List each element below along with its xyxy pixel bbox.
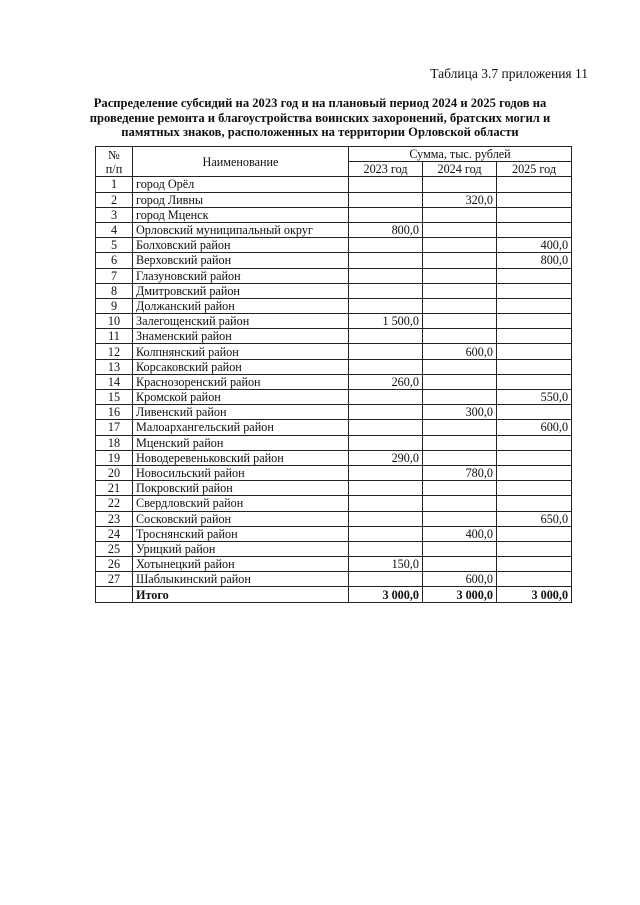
row-value-2025 <box>497 481 572 496</box>
row-name: Хотынецкий район <box>133 557 349 572</box>
row-value-2024 <box>423 541 497 556</box>
header-number-line2: п/п <box>105 161 123 176</box>
row-value-2023 <box>349 420 423 435</box>
row-name: Урицкий район <box>133 541 349 556</box>
row-value-2023 <box>349 511 423 526</box>
row-value-2024 <box>423 374 497 389</box>
row-name: Корсаковский район <box>133 359 349 374</box>
table-row <box>96 314 572 329</box>
row-value-2025 <box>497 572 572 587</box>
row-value-2024: 600,0 <box>423 344 497 359</box>
header-year-2024: 2024 год <box>423 162 497 177</box>
row-value-2023 <box>349 435 423 450</box>
row-number: 20 <box>96 465 133 480</box>
row-number: 12 <box>96 344 133 359</box>
row-value-2024 <box>423 450 497 465</box>
row-number: 22 <box>96 496 133 511</box>
row-value-2024: 320,0 <box>423 192 497 207</box>
table-row <box>96 329 572 344</box>
row-value-2024 <box>423 283 497 298</box>
table-header <box>96 147 572 177</box>
row-number: 13 <box>96 359 133 374</box>
row-value-2024 <box>423 268 497 283</box>
row-value-2025 <box>497 298 572 313</box>
row-value-2023 <box>349 390 423 405</box>
row-value-2025: 400,0 <box>497 238 572 253</box>
row-value-2023 <box>349 329 423 344</box>
row-number: 24 <box>96 526 133 541</box>
row-value-2024: 300,0 <box>423 405 497 420</box>
table-row <box>96 359 572 374</box>
row-number: 17 <box>96 420 133 435</box>
row-value-2023 <box>349 465 423 480</box>
row-number: 16 <box>96 405 133 420</box>
row-value-2023 <box>349 283 423 298</box>
row-value-2025 <box>497 192 572 207</box>
row-number: 21 <box>96 481 133 496</box>
row-value-2025: 800,0 <box>497 253 572 268</box>
total-2023: 3 000,0 <box>349 587 423 602</box>
row-number: 4 <box>96 222 133 237</box>
row-value-2023 <box>349 344 423 359</box>
row-value-2025 <box>497 405 572 420</box>
total-2024: 3 000,0 <box>423 587 497 602</box>
row-value-2023 <box>349 359 423 374</box>
row-name: Новосильский район <box>133 465 349 480</box>
row-value-2025 <box>497 314 572 329</box>
table-row <box>96 481 572 496</box>
table-row <box>96 390 572 405</box>
row-name: Свердловский район <box>133 496 349 511</box>
row-name: Ливенский район <box>133 405 349 420</box>
row-number: 10 <box>96 314 133 329</box>
row-value-2025: 550,0 <box>497 390 572 405</box>
row-number: 8 <box>96 283 133 298</box>
header-year-2025: 2025 год <box>497 162 572 177</box>
row-name: Глазуновский район <box>133 268 349 283</box>
row-value-2023: 800,0 <box>349 222 423 237</box>
row-number: 1 <box>96 177 133 192</box>
row-value-2025 <box>497 207 572 222</box>
row-value-2025: 650,0 <box>497 511 572 526</box>
table-row <box>96 541 572 556</box>
row-number: 27 <box>96 572 133 587</box>
table-row <box>96 526 572 541</box>
row-number: 18 <box>96 435 133 450</box>
row-number: 5 <box>96 238 133 253</box>
row-name: Дмитровский район <box>133 283 349 298</box>
table-row <box>96 405 572 420</box>
row-value-2025 <box>497 465 572 480</box>
row-number: 2 <box>96 192 133 207</box>
row-name: Троснянский район <box>133 526 349 541</box>
row-value-2025 <box>497 557 572 572</box>
row-value-2024 <box>423 359 497 374</box>
row-value-2024 <box>423 481 497 496</box>
row-value-2025 <box>497 359 572 374</box>
row-value-2024 <box>423 511 497 526</box>
header-year-2023: 2023 год <box>349 162 423 177</box>
row-value-2023: 290,0 <box>349 450 423 465</box>
row-value-2024 <box>423 420 497 435</box>
row-value-2023: 150,0 <box>349 557 423 572</box>
row-name: Шаблыкинский район <box>133 572 349 587</box>
document-title: Распределение субсидий на 2023 год и на плановый период 2024 и 2025 годов на проведение ремонта и благоустройства воинских захоронений, братских могил и памятных знаков, расположенных на территории Орловской области <box>89 96 551 140</box>
row-number: 25 <box>96 541 133 556</box>
row-value-2024 <box>423 496 497 511</box>
row-name: Сосковский район <box>133 511 349 526</box>
table-row <box>96 511 572 526</box>
row-value-2023 <box>349 207 423 222</box>
row-value-2025 <box>497 541 572 556</box>
row-value-2024 <box>423 207 497 222</box>
row-value-2025 <box>497 526 572 541</box>
row-value-2024 <box>423 298 497 313</box>
table-row <box>96 192 572 207</box>
row-value-2023 <box>349 541 423 556</box>
row-value-2025 <box>497 496 572 511</box>
table-row <box>96 572 572 587</box>
row-value-2025 <box>497 177 572 192</box>
row-value-2024 <box>423 253 497 268</box>
row-number: 7 <box>96 268 133 283</box>
table-row <box>96 268 572 283</box>
row-value-2025 <box>497 283 572 298</box>
table-row <box>96 465 572 480</box>
row-value-2023: 1 500,0 <box>349 314 423 329</box>
row-value-2023: 260,0 <box>349 374 423 389</box>
row-number: 11 <box>96 329 133 344</box>
row-name: Краснозоренский район <box>133 374 349 389</box>
row-value-2023 <box>349 526 423 541</box>
total-number-cell <box>96 587 133 602</box>
row-value-2024 <box>423 435 497 450</box>
row-value-2025 <box>497 268 572 283</box>
subsidy-table <box>95 146 572 603</box>
row-number: 14 <box>96 374 133 389</box>
table-row <box>96 344 572 359</box>
row-value-2024: 780,0 <box>423 465 497 480</box>
table-row <box>96 222 572 237</box>
row-value-2025 <box>497 222 572 237</box>
row-number: 15 <box>96 390 133 405</box>
header-name: Наименование <box>133 147 349 177</box>
row-value-2024 <box>423 177 497 192</box>
table-row <box>96 450 572 465</box>
row-name: Залегощенский район <box>133 314 349 329</box>
row-value-2023 <box>349 268 423 283</box>
header-number <box>96 147 133 177</box>
row-name: Новодеревеньковский район <box>133 450 349 465</box>
table-row <box>96 374 572 389</box>
row-number: 26 <box>96 557 133 572</box>
row-value-2023 <box>349 481 423 496</box>
header-sum: Сумма, тыс. рублей <box>349 147 572 162</box>
table-row <box>96 207 572 222</box>
table-row <box>96 283 572 298</box>
row-name: город Орёл <box>133 177 349 192</box>
row-value-2024 <box>423 329 497 344</box>
row-value-2024 <box>423 557 497 572</box>
row-name: Малоархангельский район <box>133 420 349 435</box>
row-number: 6 <box>96 253 133 268</box>
row-value-2023 <box>349 496 423 511</box>
row-value-2025 <box>497 344 572 359</box>
table-row <box>96 298 572 313</box>
table-row <box>96 435 572 450</box>
row-name: Мценский район <box>133 435 349 450</box>
header-number-line1: № <box>108 147 120 162</box>
row-value-2023 <box>349 253 423 268</box>
row-value-2024: 600,0 <box>423 572 497 587</box>
row-value-2024 <box>423 390 497 405</box>
row-value-2025 <box>497 450 572 465</box>
row-name: Покровский район <box>133 481 349 496</box>
row-value-2024 <box>423 238 497 253</box>
row-name: город Ливны <box>133 192 349 207</box>
row-value-2023 <box>349 572 423 587</box>
row-value-2023 <box>349 192 423 207</box>
row-value-2024: 400,0 <box>423 526 497 541</box>
row-value-2023 <box>349 405 423 420</box>
table-body <box>96 177 572 587</box>
row-number: 9 <box>96 298 133 313</box>
row-name: Кромской район <box>133 390 349 405</box>
row-value-2023 <box>349 238 423 253</box>
table-reference: Таблица 3.7 приложения 11 <box>430 66 588 81</box>
row-value-2025 <box>497 435 572 450</box>
table-row <box>96 253 572 268</box>
total-row <box>96 587 572 602</box>
row-value-2024 <box>423 222 497 237</box>
row-number: 19 <box>96 450 133 465</box>
row-number: 3 <box>96 207 133 222</box>
row-name: Знаменский район <box>133 329 349 344</box>
row-value-2025 <box>497 329 572 344</box>
table-row <box>96 496 572 511</box>
row-value-2025 <box>497 374 572 389</box>
row-name: город Мценск <box>133 207 349 222</box>
total-2025: 3 000,0 <box>497 587 572 602</box>
row-name: Должанский район <box>133 298 349 313</box>
table-row <box>96 557 572 572</box>
row-value-2025: 600,0 <box>497 420 572 435</box>
table-row <box>96 420 572 435</box>
row-value-2023 <box>349 177 423 192</box>
table-row <box>96 177 572 192</box>
row-number: 23 <box>96 511 133 526</box>
row-name: Верховский район <box>133 253 349 268</box>
row-value-2023 <box>349 298 423 313</box>
total-label: Итого <box>133 587 349 602</box>
row-name: Орловский муниципальный округ <box>133 222 349 237</box>
row-name: Колпнянский район <box>133 344 349 359</box>
row-name: Болховский район <box>133 238 349 253</box>
row-value-2024 <box>423 314 497 329</box>
table-row <box>96 238 572 253</box>
